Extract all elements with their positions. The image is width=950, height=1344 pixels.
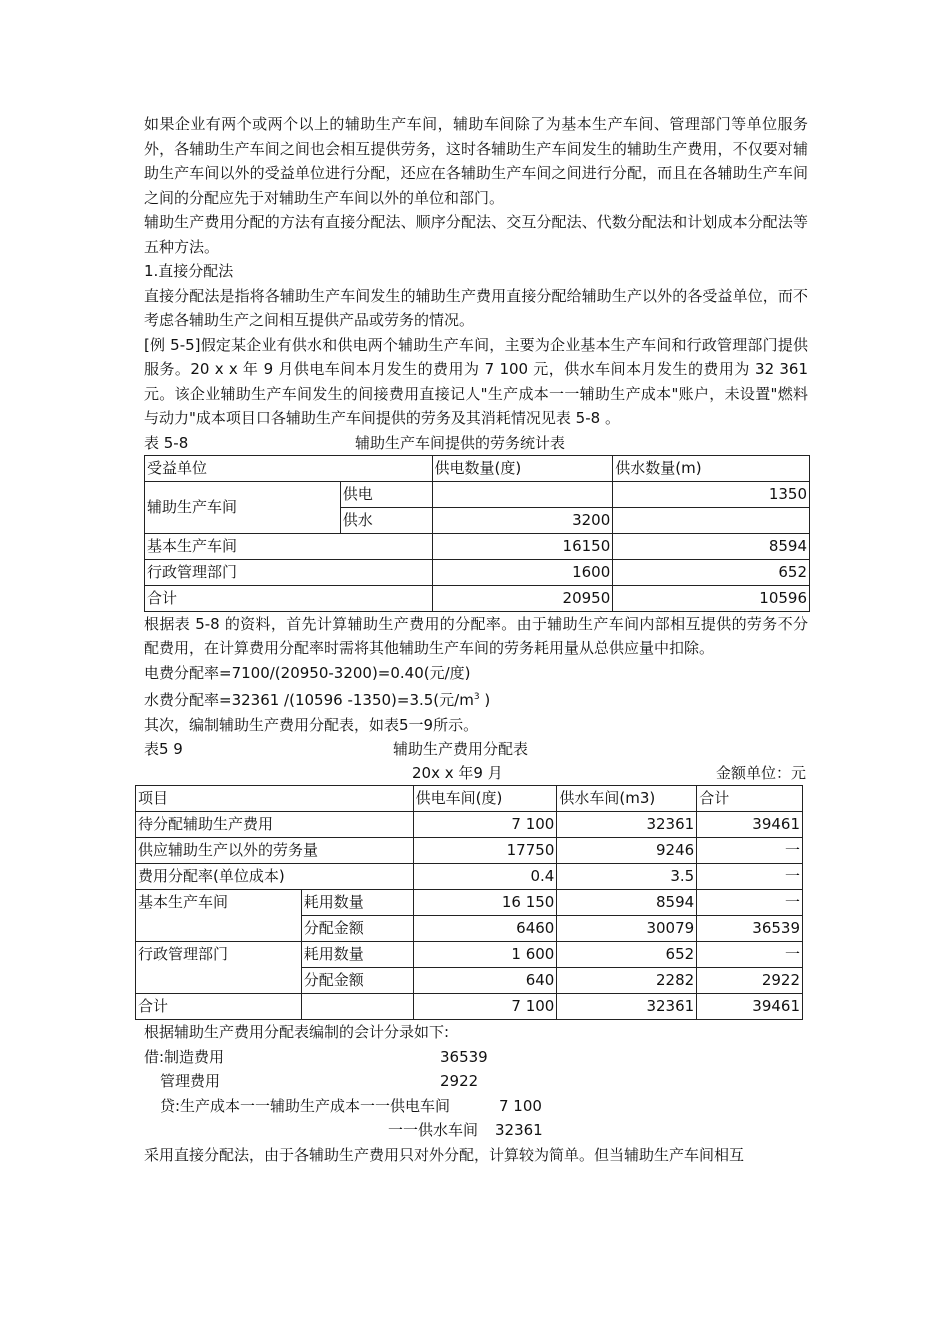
table-row-label: 待分配辅助生产费用 <box>136 812 414 838</box>
table-cell: 10596 <box>613 585 810 611</box>
table-row <box>145 533 810 559</box>
table-cell: 39461 <box>697 812 803 838</box>
table-cell: 8594 <box>557 890 697 916</box>
table-cell: 0.4 <box>413 864 557 890</box>
table-cell: 1600 <box>432 559 613 585</box>
table-row-label: 合计 <box>145 585 433 611</box>
direct-allocation-definition: 直接分配法是指将各辅助生产车间发生的辅助生产费用直接分配给辅助生产以外的各受益单位，而不考虑各辅助生产之间相互提供产品或劳务的情况。 <box>144 286 808 329</box>
table-5-9-label: 表5 9 <box>144 740 183 758</box>
table-cell: 16150 <box>432 533 613 559</box>
journal-intro: 根据辅助生产费用分配表编制的会计分录如下: <box>144 1023 450 1041</box>
table-row <box>136 812 803 838</box>
table-sub-label: 耗用数量 <box>301 942 413 968</box>
intro-paragraph-1: 如果企业有两个或两个以上的辅助生产车间，辅助车间除了为基本生产车间、管理部门等单位服务外，各辅助生产车间之间也会相互提供劳务，这时各辅助生产车间发生的辅助生产费用，不仅要对辅助生产车间以外的受益单位进行分配，还应在各辅助生产车间之间进行分配，而且在各辅助生产车间之间的分配应先于对辅助生产车间以外的单位和部门。 <box>144 115 808 207</box>
table-sub-label: 分配金额 <box>301 968 413 994</box>
table-cell: 一 <box>697 890 803 916</box>
table-5-9-intro: 其次，编制辅助生产费用分配表，如表5一9所示。 <box>144 715 479 734</box>
table-row <box>136 994 803 1020</box>
journal-amount: 32361 <box>495 1121 543 1139</box>
table-5-9-subcaption <box>144 761 808 785</box>
table-row-label: 费用分配率(单位成本) <box>136 864 414 890</box>
table-group-label: 行政管理部门 <box>136 942 302 994</box>
table-cell: 一 <box>697 838 803 864</box>
journal-amount: 7 100 <box>499 1096 542 1115</box>
table-row <box>136 942 803 968</box>
table-cell: 3.5 <box>557 864 697 890</box>
table-cell: 17750 <box>413 838 557 864</box>
journal-amount: 2922 <box>440 1072 479 1090</box>
journal-label: 贷:生产成本一一辅助生产成本一一供电车间 <box>160 1096 451 1115</box>
closing-paragraph: 采用直接分配法，由于各辅助生产费用只对外分配，计算较为简单。但当辅助生产车间相互 <box>144 1145 745 1164</box>
table-5-9-caption <box>144 737 808 761</box>
table-cell: 9246 <box>557 838 697 864</box>
table-5-9-date: 20x x 年9 月 <box>412 764 503 782</box>
table-row-label: 行政管理部门 <box>145 559 433 585</box>
journal-label: 借:制造费用 <box>144 1047 225 1066</box>
journal-amount: 36539 <box>440 1047 488 1066</box>
table-cell <box>613 507 810 533</box>
table-5-8 <box>144 455 810 612</box>
allocation-rate-paragraph: 根据表 5-8 的资料，首先计算辅助生产费用的分配率。由于辅助生产车间内部相互提供的劳务不分配费用，在计算费用分配率时需将其他辅助生产车间的劳务耗用量从总供应量中扣除。 <box>144 614 808 657</box>
table-header-cell: 受益单位 <box>145 455 433 481</box>
table-cell: 32361 <box>557 812 697 838</box>
table-header-cell: 合计 <box>697 786 803 812</box>
table-row <box>136 864 803 890</box>
table-5-9 <box>135 785 803 1020</box>
table-cell: 1350 <box>613 481 810 507</box>
table-row <box>136 786 803 812</box>
table-sub-label: 供电 <box>340 481 432 507</box>
table-row <box>136 838 803 864</box>
table-header-cell: 供水数量(m) <box>613 455 810 481</box>
water-rate-formula <box>144 685 808 713</box>
water-rate-formula-end: ) <box>479 691 491 709</box>
example-5-5-paragraph: [例 5-5]假定某企业有供水和供电两个辅助生产车间，主要为企业基本生产车间和行政管理部门提供服务。20 x x 年 9 月供电车间本月发生的费用为 7 100 元，供水车间本月发生的费用为 32 361 元。该企业辅助生产车间发生的间接费用直接记人"生产成本一一辅助生产成本"账户，未设置"燃料与动力"成本项目口各辅助生产车间提供的劳务及其消耗情况见表 5-8 。 <box>144 335 808 427</box>
section-heading-direct-allocation: 1.直接分配法 <box>144 262 234 280</box>
table-cell: 36539 <box>697 916 803 942</box>
table-sub-label: 供水 <box>340 507 432 533</box>
table-cell: 一 <box>697 942 803 968</box>
journal-entry-debit-1 <box>144 1045 808 1070</box>
table-cell: 652 <box>557 942 697 968</box>
table-row <box>136 890 803 916</box>
table-cell: 30079 <box>557 916 697 942</box>
table-cell: 6460 <box>413 916 557 942</box>
table-cell: 20950 <box>432 585 613 611</box>
document-page <box>138 112 808 1167</box>
table-cell: 2282 <box>557 968 697 994</box>
intro-paragraph-2: 辅助生产费用分配的方法有直接分配法、顺序分配法、交互分配法、代数分配法和计划成本分配法等五种方法。 <box>144 213 808 256</box>
table-5-8-title: 辅助生产车间提供的劳务统计表 <box>355 433 566 452</box>
table-row-label: 基本生产车间 <box>145 533 433 559</box>
table-cell: 7 100 <box>413 994 557 1020</box>
table-group-label: 基本生产车间 <box>136 890 302 942</box>
table-row-label: 合计 <box>136 994 302 1020</box>
electricity-rate-formula: 电费分配率=7100/(20950-3200)=0.40(元/度) <box>144 663 471 682</box>
table-cell: 16 150 <box>413 890 557 916</box>
journal-entry-credit-1 <box>144 1094 808 1119</box>
table-row <box>145 455 810 481</box>
table-5-9-unit: 金额单位：元 <box>715 764 806 782</box>
table-cell: 8594 <box>613 533 810 559</box>
table-sub-label: 分配金额 <box>301 916 413 942</box>
table-cell: 652 <box>613 559 810 585</box>
table-cell: 7 100 <box>413 812 557 838</box>
table-cell: 3200 <box>432 507 613 533</box>
journal-entry-credit-2 <box>144 1118 808 1143</box>
table-header-cell: 供水车间(m3) <box>557 786 697 812</box>
table-5-9-title: 辅助生产费用分配表 <box>393 740 529 758</box>
table-sub-label: 耗用数量 <box>301 890 413 916</box>
table-row <box>145 585 810 611</box>
water-rate-formula-main: 水费分配率=32361 /(10596 -1350)=3.5(元/m <box>144 691 474 709</box>
superscript-3: 3 <box>473 692 480 702</box>
table-5-8-caption <box>144 431 808 455</box>
table-cell <box>432 481 613 507</box>
table-row <box>145 481 810 507</box>
table-header-cell: 项目 <box>136 786 414 812</box>
table-cell: 640 <box>413 968 557 994</box>
table-cell: 39461 <box>697 994 803 1020</box>
table-cell: 2922 <box>697 968 803 994</box>
table-cell: 1 600 <box>413 942 557 968</box>
table-5-8-label: 表 5-8 <box>144 433 189 452</box>
journal-label: 管理费用 <box>160 1072 221 1090</box>
table-cell: 一 <box>697 864 803 890</box>
journal-entry-debit-2 <box>144 1069 808 1094</box>
table-cell <box>301 994 413 1020</box>
table-row-label: 供应辅助生产以外的劳务量 <box>136 838 414 864</box>
table-row <box>145 559 810 585</box>
table-group-label: 辅助生产车间 <box>145 481 341 533</box>
table-cell: 32361 <box>557 994 697 1020</box>
table-header-cell: 供电车间(度) <box>413 786 557 812</box>
journal-label: 一一供水车间 <box>388 1121 479 1139</box>
table-header-cell: 供电数量(度) <box>432 455 613 481</box>
